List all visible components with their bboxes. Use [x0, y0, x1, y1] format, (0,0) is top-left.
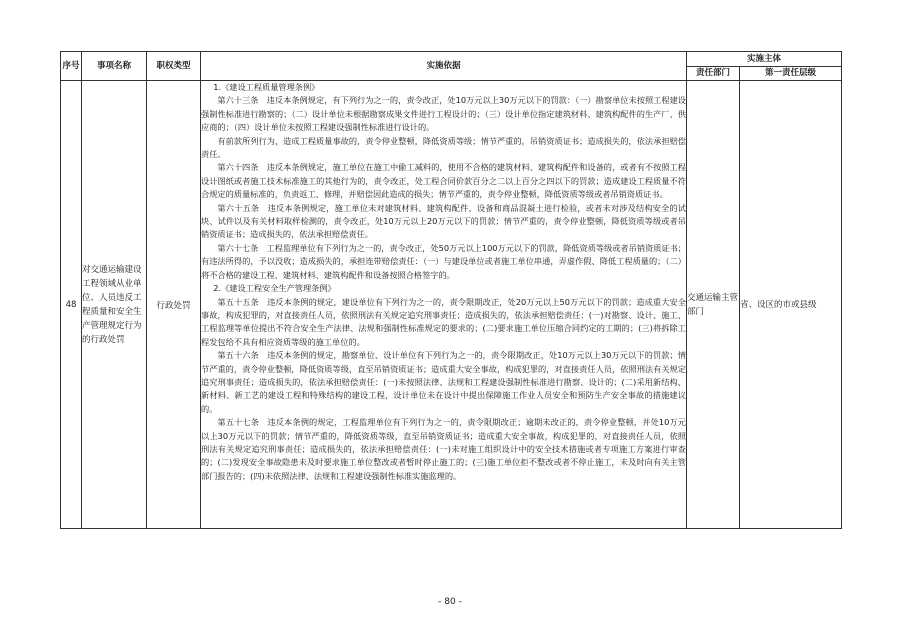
basis-paragraph: 第六十三条 违反本条例规定，有下列行为之一的，责令改正，处10万元以上30万元以下的罚款：（一）勘察单位未按照工程建设强制性标准进行勘察的；（二）设计单位未根据勘察成果文件进行工程设计的；（三）设计单位指定建筑材料、建筑构配件的生产厂、供应商的；（四）设计单位未按照工程建设强制性标准进行设计的。	[201, 95, 686, 133]
row-no: 48	[61, 81, 82, 529]
basis-paragraph: 有前款所列行为，造成工程质量事故的，责令停业整顿，降低资质等级；情节严重的，吊销资质证书；造成损失的，依法承担赔偿责任。	[201, 135, 686, 160]
header-basis: 实施依据	[201, 52, 687, 81]
header-subject: 实施主体	[687, 52, 842, 67]
header-power-type: 职权类型	[147, 52, 201, 81]
basis-paragraph: 1.《建设工程质量管理条例》	[213, 82, 320, 92]
basis-paragraph: 第五十七条 违反本条例的规定，工程监理单位有下列行为之一的，责令限期改正；逾期未改正的，责令停业整顿，并处10万元以上30万元以下的罚款；情节严重的，降低资质等级，直至吊销资质证书；造成重大安全事故，构成犯罪的，对直接责任人员，依照刑法有关规定追究刑事责任；造成损失的，依法承担赔偿责任：(一)未对施工组织设计中的安全技术措施或者专项施工方案进行审查的；(二)发现安全事故隐患未及时要求施工单位整改或者暂时停止施工的；(三)施工单位拒不整改或者不停止施工，未及时向有关主管部门报告的；(四)未依照法律、法规和工程建设强制性标准实施监理的。	[201, 417, 686, 481]
row-basis	[201, 81, 687, 529]
header-no: 序号	[61, 52, 82, 81]
header-level: 第一责任层级	[740, 67, 842, 81]
basis-paragraph: 第五十五条 违反本条例的规定，建设单位有下列行为之一的，责令限期改正，处20万元以上50万元以下的罚款；造成重大安全事故，构成犯罪的，对直接责任人员，依照刑法有关规定追究刑事责任；造成损失的，依法承担赔偿责任：(一)对勘察、设计、施工、工程监理等单位提出不符合安全生产法律、法规和强制性标准规定的要求的；(二)要求施工单位压缩合同约定的工期的；(三)将拆除工程发包给不具有相应资质等级的施工单位的。	[201, 296, 686, 347]
power-list-table	[60, 51, 842, 529]
row-level: 省、设区的市或县级	[740, 81, 842, 529]
basis-paragraph: 第六十四条 违反本条例规定，施工单位在施工中偷工减料的，使用不合格的建筑材料、建筑构配件和设备的，或者有不按照工程设计图纸或者施工技术标准施工的其他行为的，责令改正，处工程合同价款百分之二以上百分之四以下的罚款；造成建设工程质量不符合规定的质量标准的，负责返工、修理，并赔偿因此造成的损失；情节严重的，责令停业整顿，降低资质等级或者吊销资质证书。	[201, 162, 686, 200]
header-dept: 责任部门	[687, 67, 740, 81]
page-number: - 80 -	[438, 597, 462, 607]
header-item-name: 事项名称	[82, 52, 147, 81]
basis-paragraph: 第六十五条 违反本条例规定，施工单位未对建筑材料、建筑构配件、设备和商品混凝土进行检验，或者未对涉及结构安全的试块、试件以及有关材料取样检测的，责令改正，处10万元以上20万元以下的罚款；情节严重的，责令停业整顿，降低资质等级或者吊销资质证书；造成损失的，依法承担赔偿责任。	[201, 202, 686, 240]
row-power-type: 行政处罚	[147, 81, 201, 529]
basis-paragraph: 第六十七条 工程监理单位有下列行为之一的，责令改正，处50万元以上100万元以下的罚款，降低资质等级或者吊销资质证书；有违法所得的，予以没收；造成损失的，承担连带赔偿责任：（一）与建设单位或者施工单位串通，弄虚作假、降低工程质量的；（二）将不合格的建设工程、建筑材料、建筑构配件和设备按照合格签字的。	[201, 242, 686, 280]
row-item-name: 对交通运输建设工程领域从业单位、人员违反工程质量和安全生产管理规定行为的行政处罚	[82, 81, 147, 529]
basis-paragraph: 第五十六条 违反本条例的规定，勘察单位、设计单位有下列行为之一的，责令限期改正，处10万元以上30万元以下的罚款；情节严重的，责令停业整顿，降低资质等级，直至吊销资质证书；造成重大安全事故，构成犯罪的，对直接责任人员，依照刑法有关规定追究刑事责任；造成损失的，依法承担赔偿责任：(一)未按照法律、法规和工程建设强制性标准进行勘察、设计的；(二)采用新结构、新材料、新工艺的建设工程和特殊结构的建设工程，设计单位未在设计中提出保障施工作业人员安全和预防生产安全事故的措施建议的。	[201, 350, 686, 414]
row-dept: 交通运输主管部门	[687, 81, 740, 529]
basis-paragraph: 2.《建设工程安全生产管理条例》	[213, 283, 336, 294]
table-row	[61, 81, 842, 529]
